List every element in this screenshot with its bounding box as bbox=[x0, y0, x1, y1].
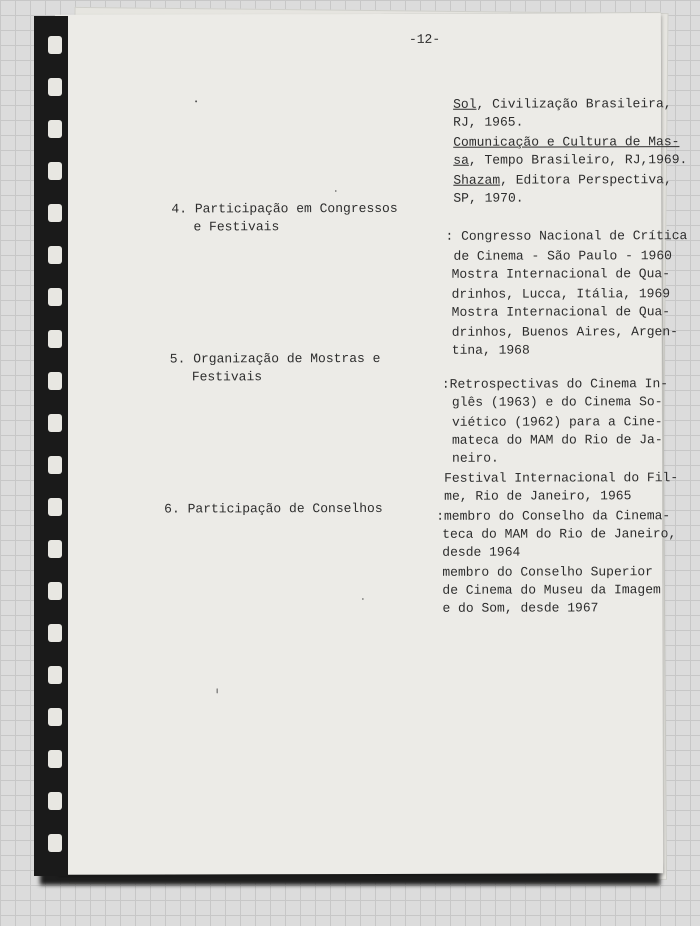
punch-hole bbox=[48, 582, 62, 600]
punch-hole bbox=[48, 792, 62, 810]
reference-line: Shazam, Editora Perspectiva, bbox=[453, 172, 672, 188]
section-entry: tina, 1968 bbox=[451, 342, 530, 358]
section-entry: :membro do Conselho da Cinema- bbox=[436, 508, 671, 524]
binding-strip bbox=[34, 16, 68, 876]
section-entry: desde 1964 bbox=[442, 544, 521, 560]
section-title: 4. Participação em Congressos bbox=[171, 200, 398, 217]
section-entry: :Retrospectivas do Cinema In- bbox=[441, 376, 669, 392]
reference-line: RJ, 1965. bbox=[453, 114, 524, 130]
section-title: 6. Participação de Conselhos bbox=[164, 500, 383, 517]
section-entry: neiro. bbox=[452, 450, 499, 466]
section-entry: drinhos, Lucca, Itália, 1969 bbox=[451, 286, 671, 302]
punch-hole bbox=[48, 666, 62, 684]
ink-speck bbox=[362, 598, 363, 600]
punch-hole bbox=[48, 288, 62, 306]
punch-hole bbox=[48, 246, 62, 264]
punch-hole bbox=[48, 330, 62, 348]
punch-hole bbox=[48, 834, 62, 852]
ink-speck bbox=[195, 100, 197, 102]
reference-line: sa, Tempo Brasileiro, RJ,1969. bbox=[453, 152, 688, 168]
section-entry: membro do Conselho Superior bbox=[442, 564, 653, 580]
document-page bbox=[55, 13, 688, 875]
punch-hole bbox=[48, 414, 62, 432]
punch-hole bbox=[48, 78, 62, 96]
punch-hole bbox=[48, 498, 62, 516]
section-entry: Mostra Internacional de Qua- bbox=[451, 266, 671, 282]
section-entry: : Congresso Nacional de Crítica bbox=[445, 228, 688, 244]
section-entry: mateca do MAM do Rio de Ja- bbox=[451, 432, 663, 448]
ink-speck bbox=[335, 190, 336, 192]
punch-hole bbox=[48, 162, 62, 180]
section-entry: Festival Internacional do Fil- bbox=[444, 470, 679, 486]
punch-hole bbox=[48, 456, 62, 474]
ink-speck bbox=[217, 688, 218, 693]
section-entry: me, Rio de Janeiro, 1965 bbox=[444, 488, 632, 504]
punch-hole bbox=[48, 540, 62, 558]
section-entry: Mostra Internacional de Qua- bbox=[451, 304, 671, 320]
punch-hole bbox=[48, 750, 62, 768]
page-number: -12- bbox=[408, 31, 441, 47]
punch-hole bbox=[48, 120, 62, 138]
punch-hole bbox=[48, 624, 62, 642]
section-entry: teca do MAM do Rio de Janeiro, bbox=[442, 526, 677, 542]
reference-line: Comunicação e Cultura de Mas- bbox=[453, 134, 680, 150]
punch-hole bbox=[48, 36, 62, 54]
section-entry: de Cinema do Museu da Imagem bbox=[442, 582, 661, 598]
reference-line: SP, 1970. bbox=[453, 190, 524, 206]
section-title: Festivais bbox=[191, 369, 263, 385]
section-title: e Festivais bbox=[193, 219, 280, 235]
section-entry: e do Som, desde 1967 bbox=[442, 600, 599, 616]
punch-hole bbox=[48, 204, 62, 222]
section-entry: drinhos, Buenos Aires, Argen- bbox=[451, 324, 678, 340]
punch-hole bbox=[48, 708, 62, 726]
punch-hole bbox=[48, 372, 62, 390]
section-entry: glês (1963) e do Cinema So- bbox=[451, 394, 663, 410]
section-title: 5. Organização de Mostras e bbox=[169, 350, 381, 367]
reference-line: Sol, Civilização Brasileira, bbox=[453, 96, 672, 112]
section-entry: de Cinema - São Paulo - 1960 bbox=[453, 248, 672, 264]
section-entry: viético (1962) para a Cine- bbox=[451, 414, 663, 430]
